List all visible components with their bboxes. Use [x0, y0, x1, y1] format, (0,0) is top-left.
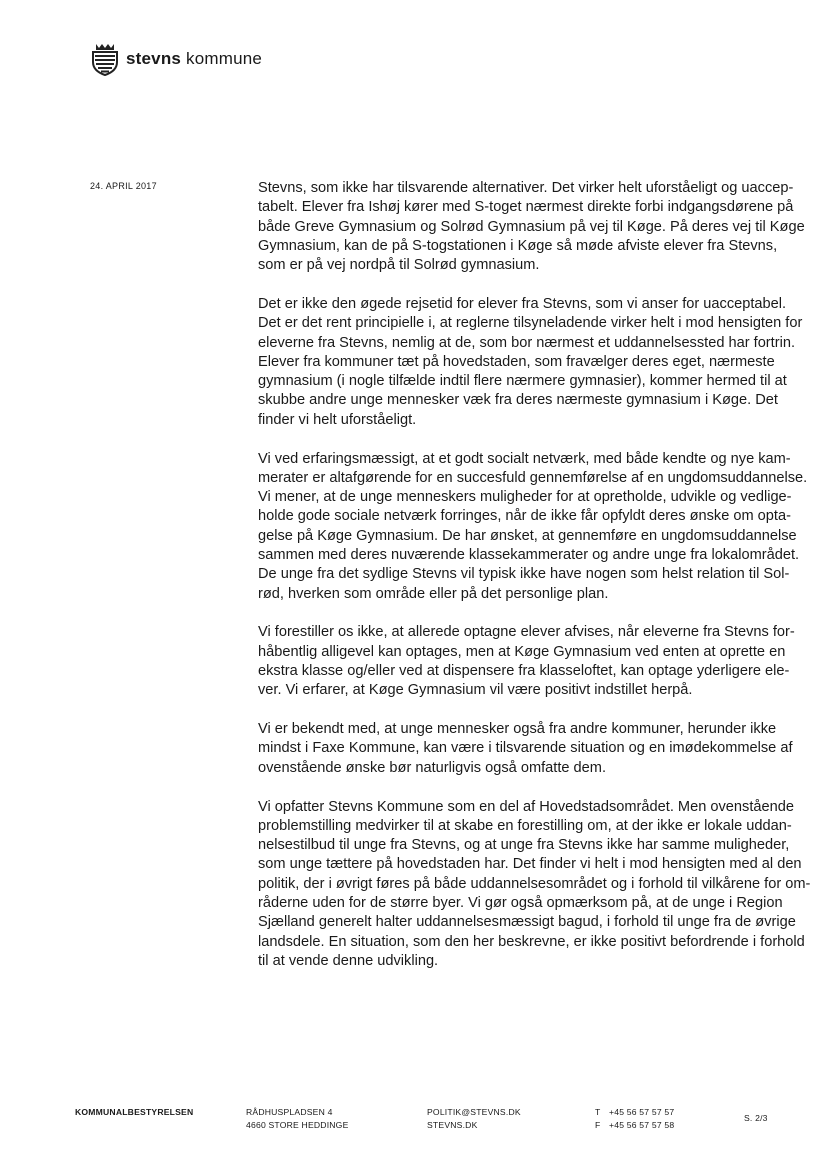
text-line: Elever fra kommuner tæt på hovedstaden, som fravælger deres eget, nærmeste [258, 353, 775, 370]
letter-body [258, 179, 811, 991]
footer-phone-block [595, 1106, 674, 1132]
logo-wordmark: stevns kommune [126, 49, 263, 68]
fax-label: F [595, 1120, 601, 1130]
footer-email: POLITIK@STEVNS.DK [427, 1107, 521, 1117]
footer-address-line: RÅDHUSPLADSEN 4 [246, 1107, 333, 1117]
text-line: merater er altafgørende for en succesfuld gennemførelse af en ungdomsuddannelse. [258, 469, 808, 486]
text-line: gymnasium (i nogle tilfælde indtil flere nærmere gymnasier), kommer hermed til at [258, 373, 787, 390]
paragraph [258, 295, 803, 430]
text-line: både Greve Gymnasium og Solrød Gymnasium på vej til Køge. På deres vej til Køge [258, 218, 805, 235]
text-line: ekstra klasse og/eller ved at dispensere fra klasseloftet, kan optage yderligere ele- [258, 663, 790, 680]
text-line: håbentlig alligevel kan optages, men at Køge Gymnasium ved enten at oprette en [258, 643, 786, 660]
paragraph [258, 179, 805, 275]
text-line: som er på vej nordpå til Solrød gymnasium. [258, 257, 540, 274]
text-line: ovenstående ønske bør naturligvis også omfatte dem. [258, 759, 606, 776]
fax-number: +45 56 57 57 58 [609, 1120, 675, 1130]
paragraph [258, 450, 808, 604]
footer-address-line: 4660 STORE HEDDINGE [246, 1120, 349, 1130]
text-line: ver. Vi erfarer, at Køge Gymnasium vil være positivt indstillet herpå. [258, 682, 693, 699]
text-line: tabelt. Elever fra Ishøj kører med S-toget nærmest direkte forbi indgangsdørene på [258, 199, 794, 216]
text-line: landsdele. En situation, som den her beskrevne, er ikke positivt befordrende i forhold [258, 933, 805, 950]
text-line: gelse på Køge Gymnasium. De har ønsket, at gennemføre en ungdomsuddannelse [258, 527, 797, 544]
footer-organisation: KOMMUNALBESTYRELSEN [75, 1107, 194, 1117]
municipal-shield-icon [90, 42, 120, 76]
text-line: Vi forestiller os ikke, at allerede optagne elever afvises, når eleverne fra Stevns for- [258, 624, 795, 641]
paragraph [258, 798, 811, 972]
text-line: Gymnasium, kan de på S-togstationen i Køge så møde afviste elever fra Stevns, [258, 237, 778, 254]
text-line: Det er ikke den øgede rejsetid for elever fra Stevns, som vi anser for uacceptabel. [258, 295, 787, 312]
text-line: til at vende denne udvikling. [258, 952, 439, 969]
text-line: De unge fra det sydlige Stevns vil typisk ikke have nogen som helst relation til Sol- [258, 566, 790, 583]
text-line: Vi er bekendt med, at unge mennesker også fra andre kommuner, herunder ikke [258, 721, 777, 738]
text-line: Vi opfatter Stevns Kommune som en del af Hovedstadsområdet. Men ovenstående [258, 798, 794, 815]
text-line: Det er det rent principielle i, at reglerne tilsyneladende virker helt i mod hensigten for [258, 315, 803, 332]
text-line: råderne uden for de større byer. Vi gør også opmærksom på, at de unge i Region [258, 895, 783, 911]
text-line: nelsestilbud til unge fra Stevns, og at unge fra Stevns ikke har samme muligheder, [258, 837, 790, 854]
footer-website: STEVNS.DK [427, 1120, 478, 1130]
text-line: Vi ved erfaringsmæssigt, at et godt socialt netværk, med både kendte og nye kam- [258, 450, 791, 467]
text-line: finder vi helt uforståeligt. [258, 411, 417, 428]
paragraph [258, 623, 795, 700]
text-line: holde gode sociale netværk forringes, når de ikke får opfyldt deres ønske om opta- [258, 508, 791, 525]
footer-contact [427, 1106, 521, 1132]
text-line: rød, hverken som område eller på det personlige plan. [258, 585, 609, 602]
text-line: som unge tættere på hovedstaden har. Det finder vi helt i mod hensigten med al den [258, 856, 802, 873]
text-line: Stevns, som ikke har tilsvarende alternativer. Det virker helt uforståeligt og uaccep- [258, 180, 794, 196]
text-line: politik, der i øvrigt føres på både uddannelsesområdet og i forhold til vilkårene for om- [258, 875, 811, 892]
text-line: sammen med deres nuværende klassekammerater og andre unge fra lokalområdet. [258, 547, 800, 564]
stevns-logo [90, 42, 262, 76]
text-line: skubbe andre unge mennesker væk fra deres nærmeste gymnasium i Køge. Det [258, 392, 778, 409]
phone-label: T [595, 1107, 601, 1117]
text-line: Vi mener, at de unge menneskers muligheder for at opretholde, udvikle og vedlige- [258, 489, 792, 506]
letter-date: 24. APRIL 2017 [90, 181, 157, 191]
text-line: Sjælland generelt halter uddannelsesmæssigt bagud, i forhold til unge fra de øvrige [258, 914, 796, 931]
text-line: eleverne fra Stevns, nemlig at de, som bor nærmest et uddannelsessted har fortrin. [258, 334, 795, 351]
paragraph [258, 720, 793, 778]
phone-number: +45 56 57 57 57 [609, 1107, 675, 1117]
footer-address [246, 1106, 349, 1132]
text-line: mindst i Faxe Kommune, kan være i tilsvarende situation og en imødekommelse af [258, 740, 793, 757]
text-line: problemstilling medvirker til at skabe en forestilling om, at der ikke er lokale uddan- [258, 817, 792, 834]
page-number: S. 2/3 [744, 1113, 768, 1123]
